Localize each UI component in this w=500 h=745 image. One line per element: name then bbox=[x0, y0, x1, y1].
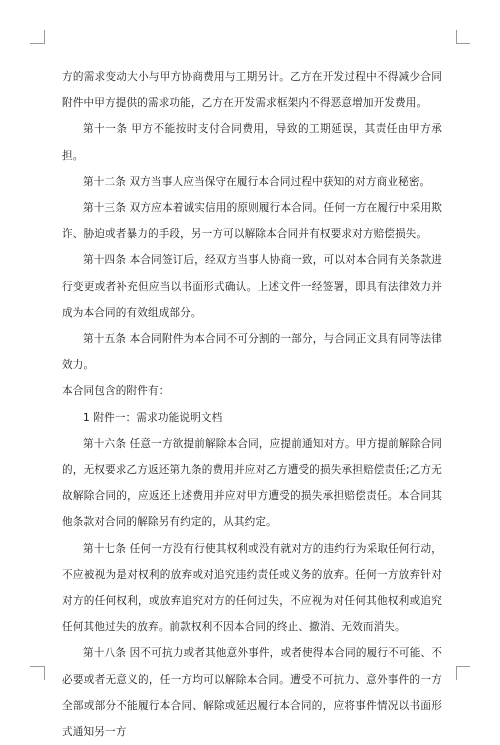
paragraph-continuation: 方的需求变动大小与甲方协商费用与工期另计。乙方在开发过程中不得减少合同附件中甲方提供的需求功能，乙方在开发需求框架内不得恶意增加开发费用。 bbox=[62, 71, 442, 110]
clause-16: 第十六条 任意一方欲提前解除本合同，应提前通知对方。甲方提前解除合同的，无权要求乙方返还第九条的费用并应对乙方遭受的损失承担赔偿责任;乙方无故解除合同的，应返还上述费用并应对甲方遭受的损失承担赔偿责任。本合同其他条款对合同的解除另有约定的，从其约定。 bbox=[62, 437, 442, 529]
crop-mark-bottom-right-h bbox=[456, 666, 470, 667]
crop-mark-top-left-v bbox=[44, 30, 45, 44]
clause-14: 第十四条 本合同签订后，经双方当事人协商一致，可以对本合同有关条款进行变更或者补充但应当以书面形式确认。上述文件一经签署，即具有法律效力并成为本合同的有效组成部分。 bbox=[62, 254, 442, 319]
clause-18: 第十八条 因不可抗力或者其他意外事件，或者使得本合同的履行不可能、不必要或者无意义的，任一方均可以解除本合同。遭受不可抗力、意外事件的一方全部或部分不能履行本合同、解除或延迟履行本合同的，应将事件情况以书面形式通知另一方 bbox=[62, 647, 442, 739]
crop-mark-top-left-h bbox=[30, 43, 44, 44]
clause-15: 第十五条 本合同附件为本合同不可分割的一部分，与合同正文具有同等法律效力。 bbox=[62, 333, 442, 372]
clause-11: 第十一条 甲方不能按时支付合同费用，导致的工期延误，其责任由甲方承担。 bbox=[62, 123, 442, 162]
crop-mark-bottom-right-v bbox=[456, 666, 457, 680]
clause-13: 第十三条 双方应本着诚实信用的原则履行本合同。任何一方在履行中采用欺诈、胁迫或者暴力的手段，另一方可以解除本合同并有权要求对方赔偿损失。 bbox=[62, 202, 442, 241]
crop-mark-bottom-left-v bbox=[44, 666, 45, 680]
crop-mark-top-right-v bbox=[456, 30, 457, 44]
clause-17: 第十七条 任何一方没有行使其权利或没有就对方的违约行为采取任何行动，不应被视为是对权利的放弃或对追究违约责任或义务的放弃。任何一方放弃针对对方的任何权利，或放弃追究对方的任何过失，不应视为对任何其他权利或追究任何其他过失的放弃。前款权利不因本合同的终止、撤消、无效而消失。 bbox=[62, 542, 442, 634]
document-body bbox=[62, 64, 442, 745]
clause-12: 第十二条 双方当事人应当保守在履行本合同过程中获知的对方商业秘密。 bbox=[83, 175, 431, 188]
attachments-intro: 本合同包含的附件有： bbox=[62, 385, 170, 398]
crop-mark-top-right-h bbox=[456, 43, 470, 44]
crop-mark-bottom-left-h bbox=[30, 666, 44, 667]
attachment-item-1: 1 附件一：需求功能说明文档 bbox=[83, 411, 223, 424]
